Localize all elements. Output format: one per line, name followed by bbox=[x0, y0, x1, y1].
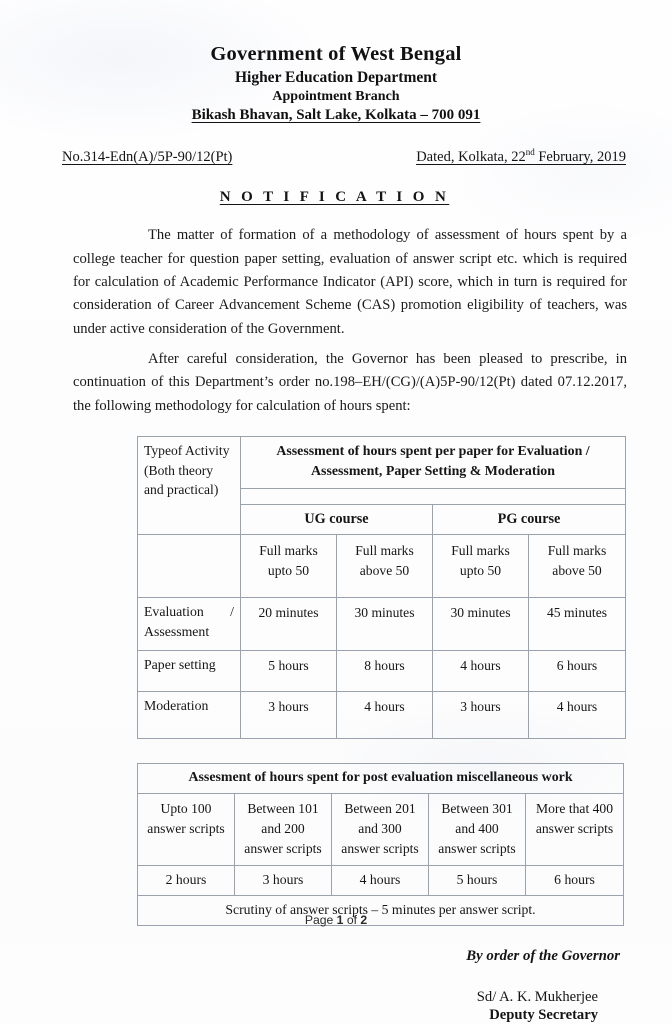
table-row bbox=[138, 535, 626, 598]
cell-evaluation-pg-above50: 45 minutes bbox=[529, 598, 626, 651]
table-row bbox=[138, 764, 624, 794]
table-row bbox=[138, 598, 626, 651]
table-2-wrapper bbox=[137, 763, 672, 926]
cell-moderation-pg-above50: 4 hours bbox=[529, 692, 626, 739]
cell-moderation-pg-upto50: 3 hours bbox=[433, 692, 529, 739]
memo-date-ordinal: nd bbox=[525, 147, 535, 158]
cell-paper-setting-pg-upto50: 4 hours bbox=[433, 651, 529, 692]
signatory-name: Sd/ A. K. Mukherjee bbox=[476, 988, 598, 1005]
cell-paper-setting-ug-above50: 8 hours bbox=[337, 651, 433, 692]
cell-moderation-ug-above50: 4 hours bbox=[337, 692, 433, 739]
table-row bbox=[138, 437, 626, 488]
script-hours-value-2: 3 hours bbox=[235, 866, 332, 896]
script-range-header-5: More that 400 answer scripts bbox=[526, 794, 624, 866]
memo-date-prefix: Dated, Kolkata, 22 bbox=[416, 149, 526, 166]
footer-current-page: 1 bbox=[336, 913, 344, 927]
page-footer bbox=[0, 913, 672, 927]
department-name: Higher Education Department bbox=[234, 68, 438, 86]
post-evaluation-table bbox=[137, 763, 624, 926]
script-hours-value-3: 4 hours bbox=[332, 866, 429, 896]
activity-name-line2: Assessment bbox=[144, 624, 210, 640]
script-range-header-4: Between 301 and 400 answer scripts bbox=[429, 794, 526, 866]
script-range-header-1: Upto 100 answer scripts bbox=[138, 794, 235, 866]
memo-date bbox=[416, 147, 626, 166]
table-1-wrapper bbox=[137, 436, 672, 739]
activity-type-header: Typeof Activity (Both theory and practical) bbox=[138, 437, 241, 535]
by-order-text: By order of the Governor bbox=[466, 947, 620, 964]
marks-header-ug-above50: Full marks above 50 bbox=[337, 535, 433, 598]
activity-slash: / bbox=[230, 604, 234, 620]
activity-label-moderation: Moderation bbox=[138, 692, 241, 739]
cell-paper-setting-pg-above50: 6 hours bbox=[529, 651, 626, 692]
letterhead bbox=[0, 0, 672, 125]
table-row bbox=[138, 692, 626, 739]
script-range-header-3: Between 201 and 300 answer scripts bbox=[332, 794, 429, 866]
paragraph-2: After careful consideration, the Governor has been pleased to prescribe, in continuation of this Department’s order no.198–EH/(CG)/(A)5P-90/12(Pt) dated 07.12.2017, the following methodology for calculation of hours spent: bbox=[73, 351, 627, 414]
cell-evaluation-pg-upto50: 30 minutes bbox=[433, 598, 529, 651]
reference-row bbox=[0, 147, 672, 166]
table-row bbox=[138, 866, 624, 896]
cell-evaluation-ug-above50: 30 minutes bbox=[337, 598, 433, 651]
footer-total-pages: 2 bbox=[360, 913, 368, 927]
scrutiny-footnote: Scrutiny of answer scripts – 5 minutes per answer script. bbox=[138, 896, 624, 926]
activity-label-evaluation bbox=[138, 598, 241, 651]
signature-block bbox=[0, 948, 672, 1024]
script-hours-value-5: 6 hours bbox=[526, 866, 624, 896]
spacer-cell bbox=[241, 488, 626, 504]
assessment-hours-table bbox=[137, 436, 626, 739]
marks-header-pg-upto50: Full marks upto 50 bbox=[433, 535, 529, 598]
script-hours-value-1: 2 hours bbox=[138, 866, 235, 896]
branch-name: Appointment Branch bbox=[272, 88, 400, 104]
pg-course-header: PG course bbox=[433, 504, 626, 535]
marks-header-ug-upto50: Full marks upto 50 bbox=[241, 535, 337, 598]
activity-label-paper-setting: Paper setting bbox=[138, 651, 241, 692]
footer-prefix: Page bbox=[304, 913, 337, 927]
notification-title: N O T I F I C A T I O N bbox=[219, 189, 450, 206]
cell-moderation-ug-upto50: 3 hours bbox=[241, 692, 337, 739]
footer-middle: of bbox=[343, 913, 361, 927]
signatory-designation: Deputy Secretary bbox=[489, 1006, 598, 1023]
script-range-header-2: Between 101 and 200 answer scripts bbox=[235, 794, 332, 866]
organization-name: Government of West Bengal bbox=[210, 43, 462, 65]
marks-header-pg-above50: Full marks above 50 bbox=[529, 535, 626, 598]
activity-name: Evaluation bbox=[144, 604, 204, 620]
notification-title-wrap bbox=[0, 188, 672, 206]
memo-number: No.314-Edn(A)/5P-90/12(Pt) bbox=[62, 149, 233, 166]
cell-paper-setting-ug-upto50: 5 hours bbox=[241, 651, 337, 692]
document-body bbox=[0, 224, 672, 418]
script-hours-value-4: 5 hours bbox=[429, 866, 526, 896]
table-row bbox=[138, 794, 624, 866]
assessment-main-header: Assessment of hours spent per paper for Evaluation / Assessment, Paper Setting & Moderation bbox=[241, 437, 626, 488]
paragraph-1: The matter of formation of a methodology of assessment of hours spent by a college teacher for question paper setting, evaluation of answer script etc. which is required for calculation of Academic Performance Indicator (API) score, which in turn is required for consideration of Career Advancement Scheme (CAS) promotion eligibility of teachers, was under active consideration of the Government. bbox=[73, 227, 627, 337]
ug-course-header: UG course bbox=[241, 504, 433, 535]
post-evaluation-title: Assesment of hours spent for post evaluation miscellaneous work bbox=[138, 764, 624, 794]
cell-evaluation-ug-upto50: 20 minutes bbox=[241, 598, 337, 651]
office-address: Bikash Bhavan, Salt Lake, Kolkata – 700 091 bbox=[191, 106, 481, 123]
table-row bbox=[138, 651, 626, 692]
memo-date-suffix: February, 2019 bbox=[534, 149, 626, 166]
marks-header-cell bbox=[138, 535, 241, 598]
